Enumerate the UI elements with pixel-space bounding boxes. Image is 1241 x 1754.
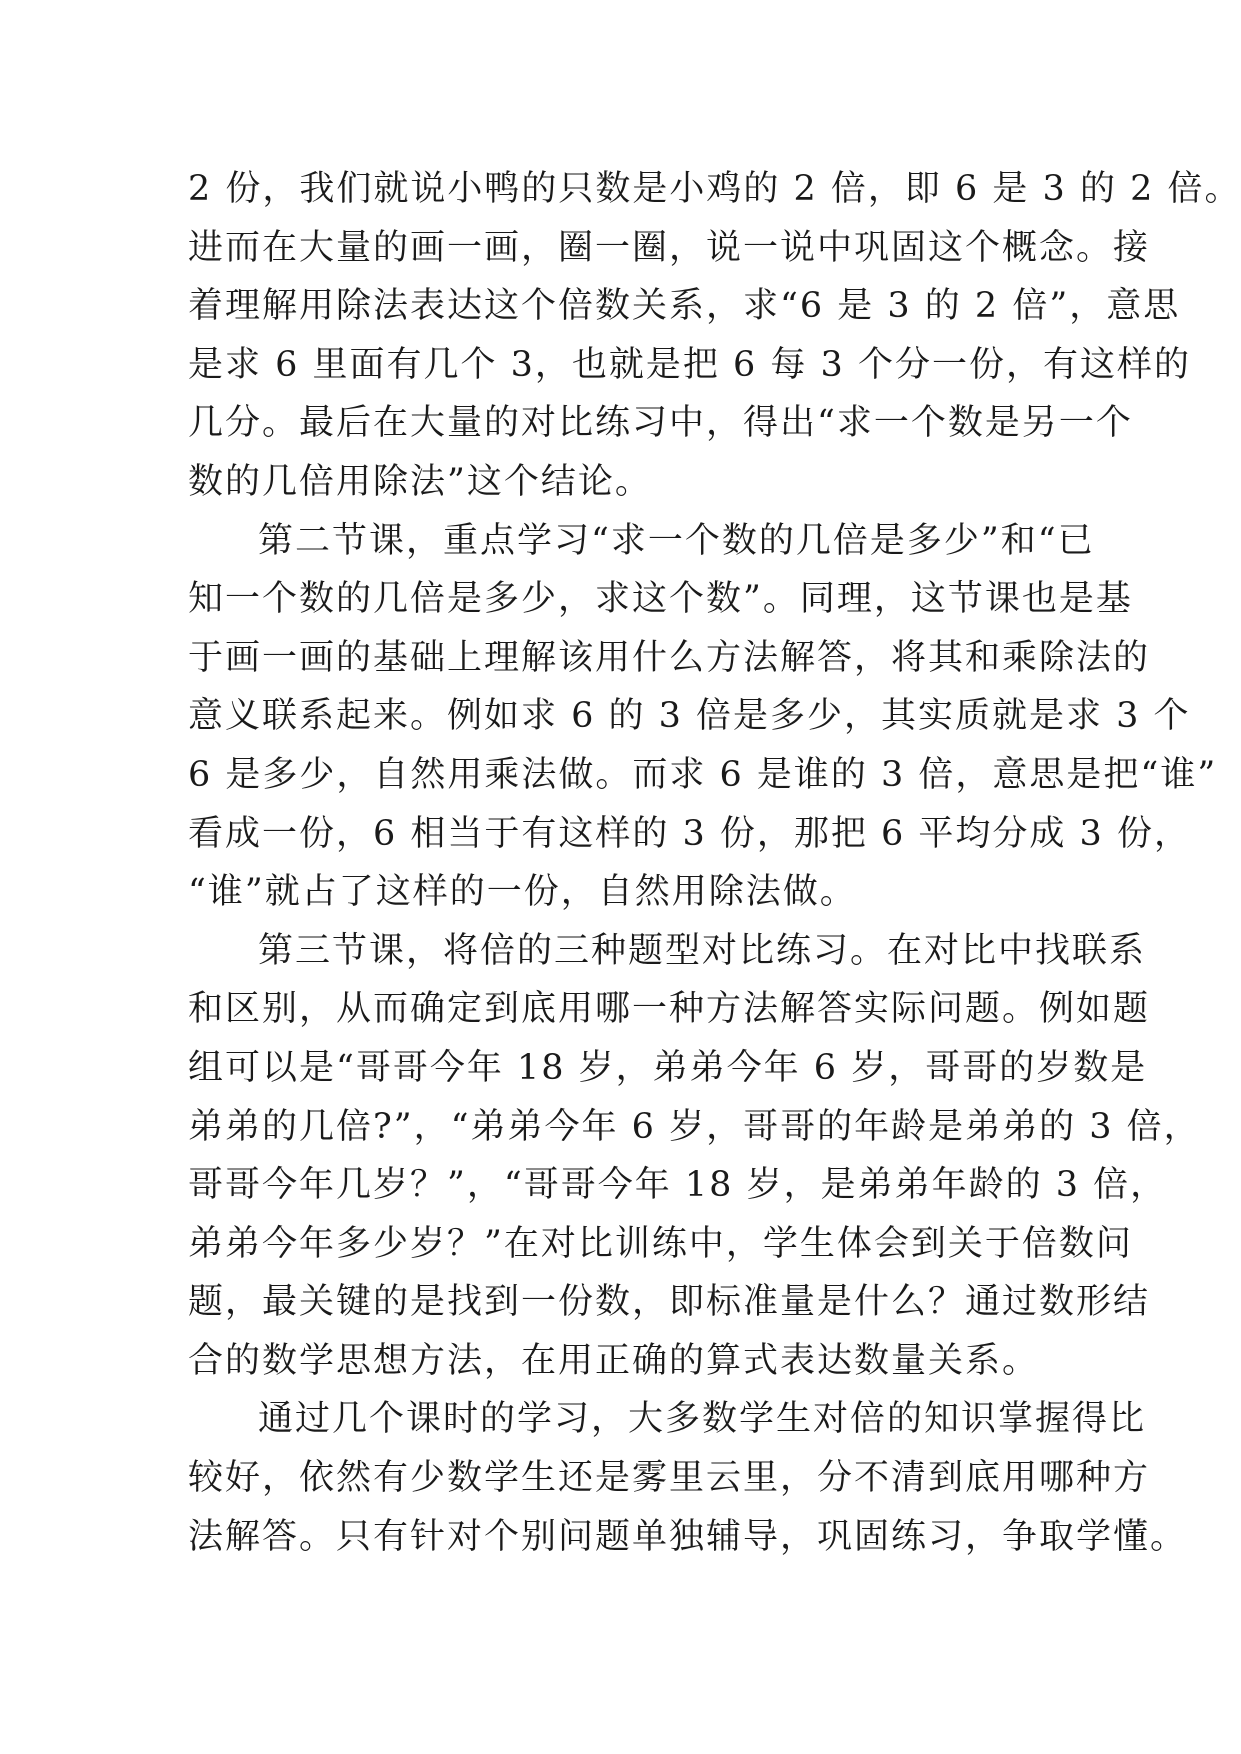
text-line: 哥哥今年几岁？”，“哥哥今年 18 岁，是弟弟年龄的 3 倍， xyxy=(188,1165,1168,1206)
text-line: 意义联系起来。例如求 6 的 3 倍是多少，其实质就是求 3 个 xyxy=(188,696,1191,737)
body-text xyxy=(188,160,1241,1566)
text-line: “谁”就占了这样的一份，自然用除法做。 xyxy=(188,872,857,913)
text-line: 数的几倍用除法”这个结论。 xyxy=(188,461,652,502)
text-line: 组可以是“哥哥今年 18 岁，弟弟今年 6 岁，哥哥的岁数是 xyxy=(188,1047,1148,1088)
text-line: 2 份，我们就说小鸭的只数是小鸡的 2 倍，即 6 是 3 的 2 倍。 xyxy=(188,169,1241,209)
text-line: 是求 6 里面有几个 3，也就是把 6 每 3 个分一份，有这样的 xyxy=(188,344,1191,385)
text-line: 弟弟今年多少岁？”在对比训练中，学生体会到关于倍数问 xyxy=(188,1223,1133,1264)
paragraph-start-line: 通过几个课时的学习，大多数学生对倍的知识掌握得比 xyxy=(258,1399,1147,1440)
text-line: 看成一份，6 相当于有这样的 3 份，那把 6 平均分成 3 份， xyxy=(188,813,1191,854)
text-line: 合的数学思想方法，在用正确的算式表达数量关系。 xyxy=(188,1340,1040,1381)
text-line: 知一个数的几倍是多少，求这个数”。同理，这节课也是基 xyxy=(188,579,1133,620)
text-line: 法解答。只有针对个别问题单独辅导，巩固练习，争取学懂。 xyxy=(188,1516,1188,1557)
text-line: 弟弟的几倍?”，“弟弟今年 6 岁，哥哥的年龄是弟弟的 3 倍， xyxy=(188,1106,1201,1147)
text-line: 于画一画的基础上理解该用什么方法解答，将其和乘除法的 xyxy=(188,637,1151,678)
text-line: 着理解用除法表达这个倍数关系，求“6 是 3 的 2 倍”，意思 xyxy=(188,286,1181,327)
text-line: 较好，依然有少数学生还是雾里云里，分不清到底用哪种方 xyxy=(188,1458,1151,1499)
text-line: 几分。最后在大量的对比练习中，得出“求一个数是另一个 xyxy=(188,403,1133,444)
paragraph-start-line: 第二节课，重点学习“求一个数的几倍是多少”和“已 xyxy=(258,520,1095,561)
text-line: 和区别，从而确定到底用哪一种方法解答实际问题。例如题 xyxy=(188,989,1151,1030)
text-line: 题，最关键的是找到一份数，即标准量是什么？通过数形结 xyxy=(188,1282,1151,1323)
paragraph-start-line: 第三节课，将倍的三种题型对比练习。在对比中找联系 xyxy=(258,930,1147,971)
text-line: 进而在大量的画一画，圈一圈，说一说中巩固这个概念。接 xyxy=(188,227,1151,268)
text-line: 6 是多少，自然用乘法做。而求 6 是谁的 3 倍，意思是把“谁” xyxy=(188,754,1218,795)
